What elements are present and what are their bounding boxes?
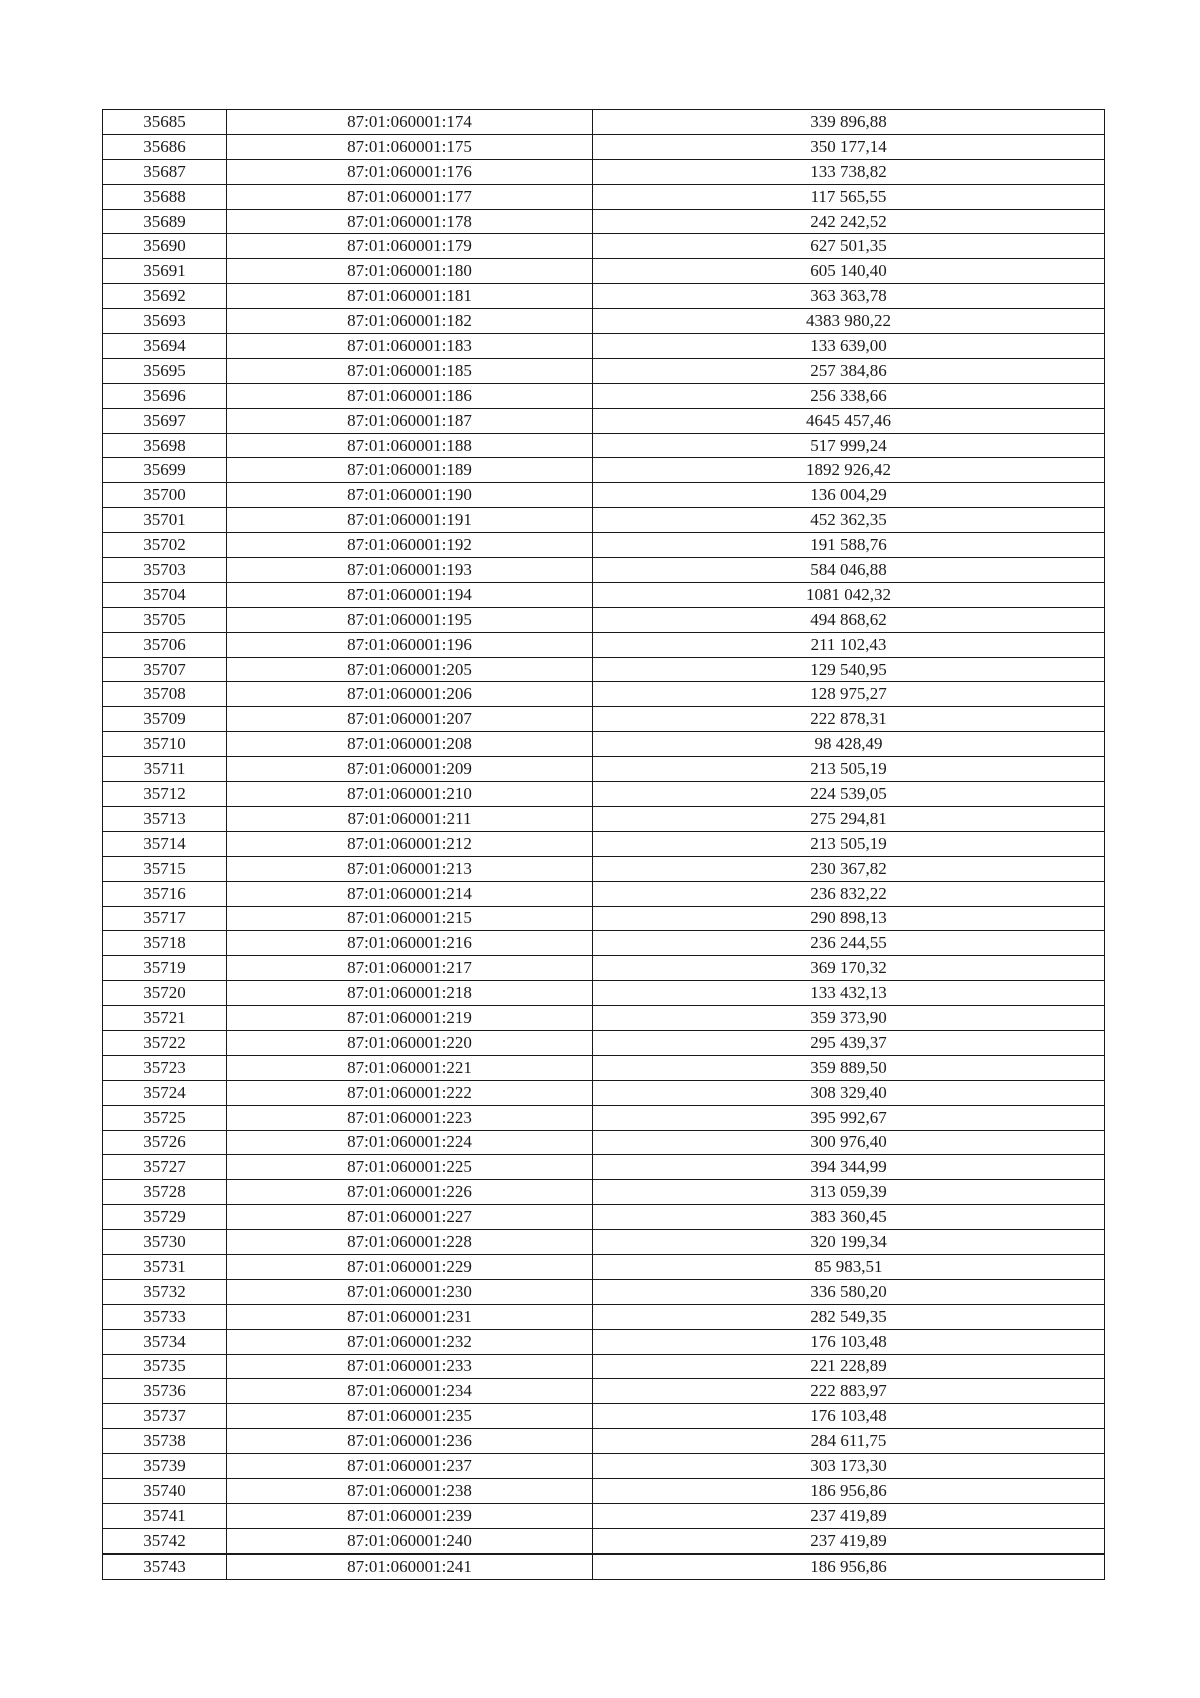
table-row	[103, 657, 1105, 682]
cadastral-number-cell: 87:01:060001:192	[227, 533, 593, 558]
table-row	[103, 558, 1105, 583]
row-number-cell: 35713	[103, 806, 227, 831]
table-row	[103, 906, 1105, 931]
cadastral-number-cell: 87:01:060001:189	[227, 458, 593, 483]
cadastral-number-cell: 87:01:060001:227	[227, 1205, 593, 1230]
row-number-cell: 35715	[103, 856, 227, 881]
cadastral-value-cell: 494 868,62	[593, 607, 1105, 632]
table-row	[103, 184, 1105, 209]
cadastral-value-cell: 85 983,51	[593, 1254, 1105, 1279]
cadastral-value-cell: 627 501,35	[593, 234, 1105, 259]
cadastral-number-cell: 87:01:060001:219	[227, 1006, 593, 1031]
cadastral-number-cell: 87:01:060001:211	[227, 806, 593, 831]
cadastral-number-cell: 87:01:060001:222	[227, 1080, 593, 1105]
cadastral-value-cell: 230 367,82	[593, 856, 1105, 881]
table-row	[103, 1130, 1105, 1155]
table-row	[103, 334, 1105, 359]
cadastral-number-cell: 87:01:060001:205	[227, 657, 593, 682]
table-row	[103, 607, 1105, 632]
row-number-cell: 35743	[103, 1554, 227, 1579]
cadastral-value-cell: 517 999,24	[593, 433, 1105, 458]
row-number-cell: 35689	[103, 209, 227, 234]
cadastral-value-cell: 275 294,81	[593, 806, 1105, 831]
cadastral-value-cell: 191 588,76	[593, 533, 1105, 558]
row-number-cell: 35690	[103, 234, 227, 259]
table-row	[103, 284, 1105, 309]
cadastral-value-cell: 290 898,13	[593, 906, 1105, 931]
cadastral-number-cell: 87:01:060001:213	[227, 856, 593, 881]
table-row	[103, 1055, 1105, 1080]
cadastral-value-cell: 211 102,43	[593, 632, 1105, 657]
row-number-cell: 35723	[103, 1055, 227, 1080]
cadastral-number-cell: 87:01:060001:234	[227, 1379, 593, 1404]
cadastral-value-cell: 369 170,32	[593, 956, 1105, 981]
cadastral-number-cell: 87:01:060001:220	[227, 1030, 593, 1055]
cadastral-value-cell: 452 362,35	[593, 508, 1105, 533]
row-number-cell: 35734	[103, 1329, 227, 1354]
table-row	[103, 1180, 1105, 1205]
cadastral-value-table	[102, 109, 1105, 1580]
table-row	[103, 1030, 1105, 1055]
table-row	[103, 1404, 1105, 1429]
table-row	[103, 782, 1105, 807]
table-row	[103, 881, 1105, 906]
table-row	[103, 856, 1105, 881]
cadastral-value-cell: 308 329,40	[593, 1080, 1105, 1105]
cadastral-value-cell: 242 242,52	[593, 209, 1105, 234]
cadastral-number-cell: 87:01:060001:183	[227, 334, 593, 359]
table-row	[103, 682, 1105, 707]
cadastral-value-cell: 383 360,45	[593, 1205, 1105, 1230]
row-number-cell: 35712	[103, 782, 227, 807]
cadastral-number-cell: 87:01:060001:190	[227, 483, 593, 508]
table-row	[103, 1379, 1105, 1404]
cadastral-number-cell: 87:01:060001:241	[227, 1554, 593, 1579]
row-number-cell: 35692	[103, 284, 227, 309]
cadastral-number-cell: 87:01:060001:188	[227, 433, 593, 458]
cadastral-value-cell: 584 046,88	[593, 558, 1105, 583]
table-row	[103, 707, 1105, 732]
cadastral-number-cell: 87:01:060001:238	[227, 1478, 593, 1503]
row-number-cell: 35738	[103, 1429, 227, 1454]
table-row	[103, 110, 1105, 135]
cadastral-number-cell: 87:01:060001:177	[227, 184, 593, 209]
cadastral-number-cell: 87:01:060001:218	[227, 981, 593, 1006]
table-row	[103, 234, 1105, 259]
cadastral-value-cell: 363 363,78	[593, 284, 1105, 309]
cadastral-value-cell: 222 878,31	[593, 707, 1105, 732]
cadastral-number-cell: 87:01:060001:181	[227, 284, 593, 309]
cadastral-number-cell: 87:01:060001:193	[227, 558, 593, 583]
cadastral-number-cell: 87:01:060001:206	[227, 682, 593, 707]
cadastral-value-cell: 295 439,37	[593, 1030, 1105, 1055]
table-row	[103, 383, 1105, 408]
table-row	[103, 632, 1105, 657]
table-row	[103, 458, 1105, 483]
row-number-cell: 35739	[103, 1454, 227, 1479]
row-number-cell: 35702	[103, 533, 227, 558]
row-number-cell: 35685	[103, 110, 227, 135]
cadastral-value-cell: 336 580,20	[593, 1279, 1105, 1304]
cadastral-number-cell: 87:01:060001:174	[227, 110, 593, 135]
cadastral-value-cell: 236 832,22	[593, 881, 1105, 906]
row-number-cell: 35696	[103, 383, 227, 408]
cadastral-number-cell: 87:01:060001:221	[227, 1055, 593, 1080]
row-number-cell: 35741	[103, 1503, 227, 1528]
row-number-cell: 35721	[103, 1006, 227, 1031]
cadastral-number-cell: 87:01:060001:208	[227, 732, 593, 757]
table-row	[103, 732, 1105, 757]
row-number-cell: 35695	[103, 358, 227, 383]
row-number-cell: 35726	[103, 1130, 227, 1155]
cadastral-number-cell: 87:01:060001:231	[227, 1304, 593, 1329]
row-number-cell: 35731	[103, 1254, 227, 1279]
row-number-cell: 35719	[103, 956, 227, 981]
table-row	[103, 806, 1105, 831]
row-number-cell: 35709	[103, 707, 227, 732]
cadastral-number-cell: 87:01:060001:237	[227, 1454, 593, 1479]
table-row	[103, 1254, 1105, 1279]
cadastral-number-cell: 87:01:060001:207	[227, 707, 593, 732]
cadastral-value-cell: 117 565,55	[593, 184, 1105, 209]
row-number-cell: 35730	[103, 1230, 227, 1255]
cadastral-number-cell: 87:01:060001:217	[227, 956, 593, 981]
cadastral-value-cell: 303 173,30	[593, 1454, 1105, 1479]
row-number-cell: 35735	[103, 1354, 227, 1379]
row-number-cell: 35704	[103, 582, 227, 607]
cadastral-value-cell: 350 177,14	[593, 134, 1105, 159]
row-number-cell: 35700	[103, 483, 227, 508]
table-row	[103, 159, 1105, 184]
table-row	[103, 533, 1105, 558]
table-row	[103, 981, 1105, 1006]
cadastral-number-cell: 87:01:060001:240	[227, 1528, 593, 1553]
cadastral-number-cell: 87:01:060001:232	[227, 1329, 593, 1354]
table-row	[103, 483, 1105, 508]
cadastral-number-cell: 87:01:060001:210	[227, 782, 593, 807]
cadastral-number-cell: 87:01:060001:226	[227, 1180, 593, 1205]
row-number-cell: 35718	[103, 931, 227, 956]
table-row	[103, 1354, 1105, 1379]
cadastral-number-cell: 87:01:060001:215	[227, 906, 593, 931]
cadastral-number-cell: 87:01:060001:235	[227, 1404, 593, 1429]
table-body	[103, 110, 1105, 1580]
row-number-cell: 35727	[103, 1155, 227, 1180]
table-row	[103, 1329, 1105, 1354]
cadastral-number-cell: 87:01:060001:185	[227, 358, 593, 383]
table-row	[103, 1230, 1105, 1255]
cadastral-value-cell: 176 103,48	[593, 1329, 1105, 1354]
cadastral-number-cell: 87:01:060001:223	[227, 1105, 593, 1130]
cadastral-number-cell: 87:01:060001:194	[227, 582, 593, 607]
cadastral-value-cell: 394 344,99	[593, 1155, 1105, 1180]
cadastral-number-cell: 87:01:060001:180	[227, 259, 593, 284]
table-row	[103, 433, 1105, 458]
cadastral-number-cell: 87:01:060001:236	[227, 1429, 593, 1454]
row-number-cell: 35732	[103, 1279, 227, 1304]
cadastral-number-cell: 87:01:060001:209	[227, 757, 593, 782]
row-number-cell: 35697	[103, 408, 227, 433]
table-row	[103, 209, 1105, 234]
cadastral-value-cell: 129 540,95	[593, 657, 1105, 682]
table-row	[103, 1155, 1105, 1180]
cadastral-value-cell: 128 975,27	[593, 682, 1105, 707]
table-row	[103, 1554, 1105, 1579]
row-number-cell: 35711	[103, 757, 227, 782]
row-number-cell: 35688	[103, 184, 227, 209]
cadastral-value-cell: 605 140,40	[593, 259, 1105, 284]
cadastral-number-cell: 87:01:060001:216	[227, 931, 593, 956]
table-row	[103, 1105, 1105, 1130]
cadastral-value-cell: 359 373,90	[593, 1006, 1105, 1031]
row-number-cell: 35687	[103, 159, 227, 184]
cadastral-value-cell: 313 059,39	[593, 1180, 1105, 1205]
cadastral-value-cell: 320 199,34	[593, 1230, 1105, 1255]
cadastral-number-cell: 87:01:060001:191	[227, 508, 593, 533]
cadastral-number-cell: 87:01:060001:175	[227, 134, 593, 159]
cadastral-value-cell: 136 004,29	[593, 483, 1105, 508]
cadastral-value-cell: 359 889,50	[593, 1055, 1105, 1080]
table-row	[103, 1429, 1105, 1454]
cadastral-number-cell: 87:01:060001:179	[227, 234, 593, 259]
row-number-cell: 35729	[103, 1205, 227, 1230]
row-number-cell: 35717	[103, 906, 227, 931]
table-row	[103, 408, 1105, 433]
table-row	[103, 134, 1105, 159]
cadastral-number-cell: 87:01:060001:228	[227, 1230, 593, 1255]
row-number-cell: 35720	[103, 981, 227, 1006]
cadastral-value-cell: 1081 042,32	[593, 582, 1105, 607]
cadastral-value-cell: 222 883,97	[593, 1379, 1105, 1404]
row-number-cell: 35725	[103, 1105, 227, 1130]
cadastral-number-cell: 87:01:060001:233	[227, 1354, 593, 1379]
cadastral-value-cell: 176 103,48	[593, 1404, 1105, 1429]
cadastral-number-cell: 87:01:060001:225	[227, 1155, 593, 1180]
cadastral-number-cell: 87:01:060001:239	[227, 1503, 593, 1528]
cadastral-value-cell: 186 956,86	[593, 1478, 1105, 1503]
cadastral-value-cell: 186 956,86	[593, 1554, 1105, 1579]
table-row	[103, 309, 1105, 334]
row-number-cell: 35736	[103, 1379, 227, 1404]
cadastral-number-cell: 87:01:060001:187	[227, 408, 593, 433]
cadastral-number-cell: 87:01:060001:214	[227, 881, 593, 906]
cadastral-number-cell: 87:01:060001:178	[227, 209, 593, 234]
cadastral-value-cell: 4645 457,46	[593, 408, 1105, 433]
row-number-cell: 35698	[103, 433, 227, 458]
cadastral-value-cell: 236 244,55	[593, 931, 1105, 956]
row-number-cell: 35710	[103, 732, 227, 757]
table-row	[103, 1454, 1105, 1479]
row-number-cell: 35703	[103, 558, 227, 583]
cadastral-number-cell: 87:01:060001:186	[227, 383, 593, 408]
row-number-cell: 35737	[103, 1404, 227, 1429]
cadastral-value-cell: 221 228,89	[593, 1354, 1105, 1379]
row-number-cell: 35701	[103, 508, 227, 533]
row-number-cell: 35694	[103, 334, 227, 359]
cadastral-value-cell: 133 432,13	[593, 981, 1105, 1006]
table-row	[103, 757, 1105, 782]
cadastral-value-cell: 282 549,35	[593, 1304, 1105, 1329]
row-number-cell: 35691	[103, 259, 227, 284]
cadastral-number-cell: 87:01:060001:230	[227, 1279, 593, 1304]
table-row	[103, 582, 1105, 607]
cadastral-value-cell: 256 338,66	[593, 383, 1105, 408]
row-number-cell: 35728	[103, 1180, 227, 1205]
cadastral-value-cell: 213 505,19	[593, 831, 1105, 856]
cadastral-value-cell: 257 384,86	[593, 358, 1105, 383]
row-number-cell: 35708	[103, 682, 227, 707]
row-number-cell: 35742	[103, 1528, 227, 1553]
cadastral-number-cell: 87:01:060001:195	[227, 607, 593, 632]
cadastral-value-cell: 224 539,05	[593, 782, 1105, 807]
row-number-cell: 35686	[103, 134, 227, 159]
table-row	[103, 931, 1105, 956]
cadastral-number-cell: 87:01:060001:229	[227, 1254, 593, 1279]
row-number-cell: 35714	[103, 831, 227, 856]
row-number-cell: 35740	[103, 1478, 227, 1503]
cadastral-value-cell: 1892 926,42	[593, 458, 1105, 483]
table-row	[103, 1205, 1105, 1230]
row-number-cell: 35707	[103, 657, 227, 682]
cadastral-number-cell: 87:01:060001:182	[227, 309, 593, 334]
table-row	[103, 1006, 1105, 1031]
cadastral-value-cell: 284 611,75	[593, 1429, 1105, 1454]
cadastral-number-cell: 87:01:060001:176	[227, 159, 593, 184]
cadastral-value-cell: 395 992,67	[593, 1105, 1105, 1130]
row-number-cell: 35706	[103, 632, 227, 657]
table-row	[103, 831, 1105, 856]
table-row	[103, 1478, 1105, 1503]
cadastral-value-cell: 98 428,49	[593, 732, 1105, 757]
row-number-cell: 35699	[103, 458, 227, 483]
cadastral-number-cell: 87:01:060001:212	[227, 831, 593, 856]
table-row	[103, 1080, 1105, 1105]
cadastral-number-cell: 87:01:060001:196	[227, 632, 593, 657]
cadastral-value-cell: 300 976,40	[593, 1130, 1105, 1155]
cadastral-value-cell: 213 505,19	[593, 757, 1105, 782]
table-row	[103, 956, 1105, 981]
cadastral-value-cell: 133 738,82	[593, 159, 1105, 184]
cadastral-value-cell: 4383 980,22	[593, 309, 1105, 334]
table-row	[103, 1304, 1105, 1329]
row-number-cell: 35733	[103, 1304, 227, 1329]
row-number-cell: 35724	[103, 1080, 227, 1105]
table-row	[103, 259, 1105, 284]
cadastral-value-cell: 339 896,88	[593, 110, 1105, 135]
cadastral-value-cell: 237 419,89	[593, 1503, 1105, 1528]
table-row	[103, 358, 1105, 383]
table-row	[103, 1503, 1105, 1528]
cadastral-number-cell: 87:01:060001:224	[227, 1130, 593, 1155]
row-number-cell: 35716	[103, 881, 227, 906]
table-row	[103, 1528, 1105, 1553]
table-row	[103, 508, 1105, 533]
row-number-cell: 35722	[103, 1030, 227, 1055]
cadastral-value-cell: 133 639,00	[593, 334, 1105, 359]
cadastral-value-cell: 237 419,89	[593, 1528, 1105, 1553]
row-number-cell: 35705	[103, 607, 227, 632]
row-number-cell: 35693	[103, 309, 227, 334]
table-row	[103, 1279, 1105, 1304]
